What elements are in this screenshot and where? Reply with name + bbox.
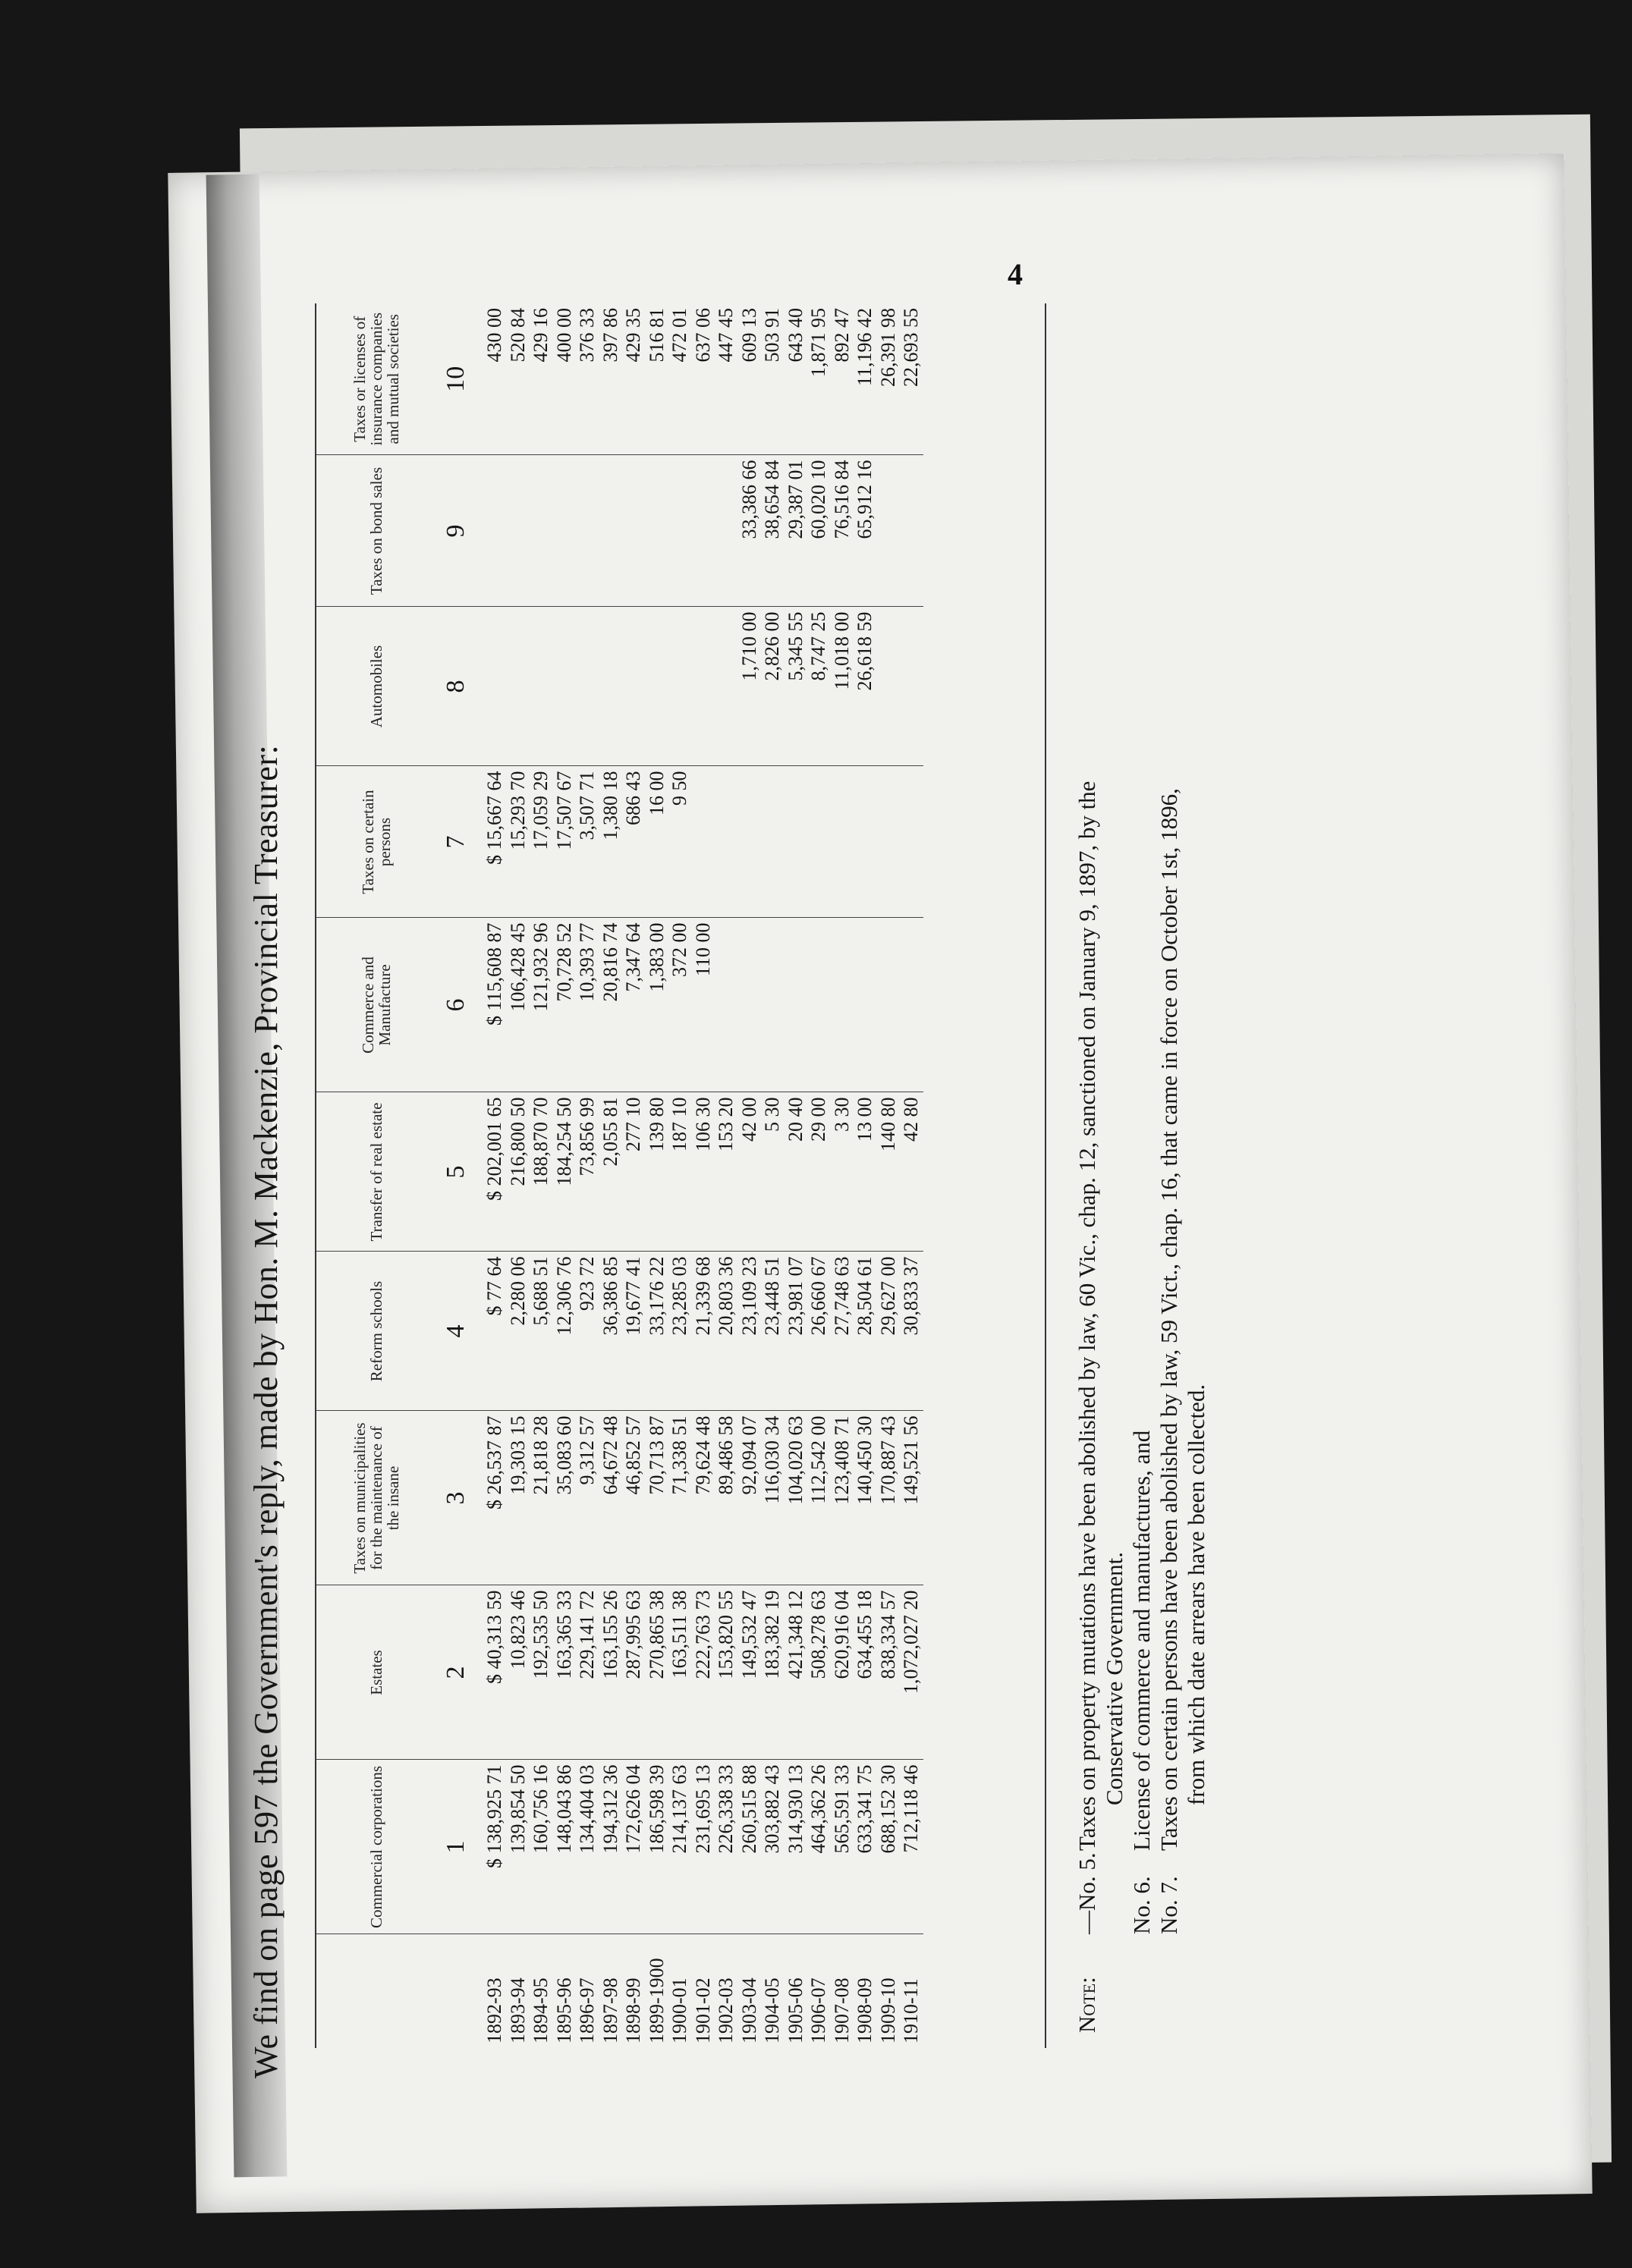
header-year [316, 1934, 436, 2048]
table-cell: 464,362 26 [807, 1764, 829, 1854]
table-cell: 106 30 [691, 1097, 714, 1151]
table-cell: 633,341 75 [854, 1764, 876, 1854]
table-cell: 17,507 67 [552, 771, 575, 850]
table-cell: 15,293 70 [506, 771, 529, 850]
table-cell: 5 30 [761, 1097, 783, 1132]
table-cell: 110 00 [691, 922, 714, 977]
table-cell: 160,756 16 [530, 1764, 552, 1854]
estates-column [476, 1585, 923, 1760]
table-cell: 153 20 [715, 1097, 737, 1151]
table-cell: 92,094 07 [737, 1415, 760, 1495]
footnote-5-continued [1101, 288, 1128, 2033]
table-cell: 149,532 47 [737, 1590, 760, 1679]
header-commercial-corporations: Commercial corporations [316, 1760, 436, 1934]
year-column [476, 1934, 923, 2048]
table-cell: 121,932 96 [530, 922, 552, 1012]
table-cell: 42 80 [900, 1097, 922, 1142]
table-cell: $ 202,001 65 [483, 1097, 505, 1201]
table-cell [483, 612, 507, 762]
header-reform-schools: Reform schools [316, 1252, 436, 1411]
table-cell [900, 460, 923, 602]
table-cell: 104,020 63 [784, 1415, 807, 1505]
table-cell: 188,870 70 [530, 1097, 552, 1186]
footnote-7-continued [1183, 288, 1210, 2033]
note-text: License of commerce and manufactures, and [1128, 1430, 1155, 1851]
commercial-corporations-column [476, 1760, 923, 1934]
table-cell [738, 923, 762, 1088]
table-cell [715, 771, 738, 913]
table-cell: $ 115,608 87 [483, 922, 505, 1026]
note-id: No. 6. [1128, 1876, 1155, 1934]
table-cell [877, 460, 901, 602]
table-cell: 13 00 [854, 1097, 876, 1142]
table-cell: 1896-97 [576, 1977, 598, 2043]
colnum-5: 5 [436, 1092, 476, 1252]
table-cell [692, 460, 715, 602]
table-cell [900, 771, 923, 913]
table-cell: 429 35 [622, 308, 644, 363]
table-cell: 33,386 66 [737, 460, 760, 539]
table-cell: 1,380 18 [599, 771, 621, 840]
table-cell [831, 923, 854, 1088]
table-cell [576, 460, 599, 602]
table-cell [854, 771, 877, 913]
table-cell: 79,624 48 [691, 1415, 714, 1495]
table-cell: 277 10 [622, 1097, 644, 1151]
table-cell: 2,826 00 [761, 611, 783, 681]
table-cell: 16 00 [645, 771, 668, 815]
table-cell: 5,345 55 [784, 611, 807, 681]
table-cell: 216,800 50 [506, 1097, 529, 1186]
table-cell: 38,654 84 [761, 460, 783, 539]
tax-table [316, 303, 923, 2048]
colnum-4: 4 [436, 1252, 476, 1411]
table-cell: 116,030 34 [761, 1415, 783, 1504]
table-cell: 11,018 00 [830, 611, 853, 690]
table-cell: 60,020 10 [807, 460, 829, 539]
table-cell: 923 72 [576, 1256, 598, 1311]
certain-persons-column [476, 766, 923, 918]
table-cell: 134,404 03 [576, 1764, 598, 1854]
note-id: —No. 5. [1074, 1852, 1100, 1934]
table-cell: 20,816 74 [599, 922, 621, 1002]
intro-sentence: We find on page 597 the Government's reply, made by Hon. M. Mackenzie, Provincial Treasurer: [247, 744, 285, 2078]
table-cell: 140,450 30 [854, 1415, 876, 1505]
table-cell: 2,280 06 [506, 1256, 529, 1326]
table-cell: 214,137 63 [668, 1764, 690, 1854]
table-cell: 1907-08 [830, 1977, 853, 2043]
table-cell [530, 460, 553, 602]
note-text: Taxes on certain persons have been abolished by law, 59 Vict., chap. 16, that came in force on October 1st, 1896, [1156, 788, 1182, 1851]
table-cell: 508,278 63 [807, 1590, 829, 1679]
colnum-2: 2 [436, 1585, 476, 1760]
table-cell: 1,383 00 [645, 922, 668, 992]
table-cell [483, 460, 507, 602]
table-cell: 303,882 43 [761, 1764, 783, 1854]
table-cell: 64,672 48 [599, 1415, 621, 1495]
table-cell [692, 771, 715, 913]
table-cell: 33,176 22 [645, 1256, 668, 1336]
table-cell [715, 923, 738, 1088]
table-cell [761, 923, 785, 1088]
table-cell: 183,382 19 [761, 1590, 783, 1679]
table-cell: 26,618 59 [854, 611, 876, 691]
table-cell: 148,043 86 [552, 1764, 575, 1854]
table-cell: 140 80 [876, 1097, 899, 1151]
colnum-3: 3 [436, 1411, 476, 1585]
table-cell: 186,598 39 [645, 1764, 668, 1854]
insurance-licenses-column [476, 303, 923, 455]
table-cell: 76,516 84 [830, 460, 853, 539]
table-cell: 376 33 [576, 308, 598, 363]
colnum-7: 7 [436, 766, 476, 918]
table-cell: 5,688 51 [530, 1256, 552, 1326]
table-cell: 9,312 57 [576, 1415, 598, 1485]
table-cell: 23,285 03 [668, 1256, 690, 1336]
table-cell [900, 923, 923, 1088]
rotated-content [247, 228, 1385, 2124]
table-cell: 1,871 95 [807, 308, 829, 377]
table-cell [831, 771, 854, 913]
table-body-row [476, 303, 923, 2048]
table-cell [622, 460, 646, 602]
table-cell: 229,141 72 [576, 1590, 598, 1679]
table-cell: 472 01 [668, 308, 690, 363]
table-cell: 12,306 76 [552, 1256, 575, 1336]
table-cell: 3 30 [830, 1097, 853, 1132]
table-cell: 163,365 33 [552, 1590, 575, 1679]
table-cell: 26,660 67 [807, 1256, 829, 1336]
table-cell: 106,428 45 [506, 922, 529, 1012]
table-cell: 35,083 60 [552, 1415, 575, 1495]
colnum-6: 6 [436, 918, 476, 1092]
table-cell: 123,408 71 [830, 1415, 853, 1505]
note-label: Note: [1074, 1977, 1100, 2033]
table-cell: 17,059 29 [530, 771, 552, 850]
table-cell [646, 460, 669, 602]
table-cell: 1898-99 [622, 1977, 644, 2043]
table-cell: 1,072,027 20 [900, 1590, 922, 1694]
table-cell [877, 923, 901, 1088]
table-cell: 42 00 [737, 1097, 760, 1142]
table-cell: 2,055 81 [599, 1097, 621, 1167]
header-certain-persons: Taxes on certain persons [316, 766, 436, 918]
table-cell: 1894-95 [530, 1977, 552, 2043]
table-cell: 19,677 41 [622, 1256, 644, 1336]
table-cell: 170,887 43 [876, 1415, 899, 1505]
table-cell: 65,912 16 [854, 460, 876, 539]
table-cell: 27,748 63 [830, 1256, 853, 1336]
table-cell: 429 16 [530, 308, 552, 363]
table-cell: 1906-07 [807, 1977, 829, 2043]
header-bond-sales: Taxes on bond sales [316, 455, 436, 607]
table-cell: 184,254 50 [552, 1097, 575, 1186]
table-cell: 372 00 [668, 922, 690, 977]
table-cell: 26,391 98 [876, 308, 899, 387]
table-cell [622, 612, 646, 762]
page-number: 4 [1008, 257, 1023, 291]
table-cell: 112,542 00 [807, 1415, 829, 1504]
table-cell [553, 612, 577, 762]
header-insurance-licenses: Taxes or licenses of insurance companies and mutual societies [316, 303, 436, 455]
table-cell: 73,856 99 [576, 1097, 598, 1176]
table-cell [507, 612, 530, 762]
table-cell: 1,710 00 [737, 611, 760, 681]
table-cell: 163,155 26 [599, 1590, 621, 1679]
table-header-row [316, 303, 436, 2048]
table-cell: 23,109 23 [737, 1256, 760, 1336]
table-cell: 192,535 50 [530, 1590, 552, 1679]
table-cell: 1905-06 [784, 1977, 807, 2043]
table-cell: 89,486 58 [715, 1415, 737, 1495]
header-transfer-real-estate: Transfer of real estate [316, 1092, 436, 1252]
reform-schools-column [476, 1252, 923, 1411]
table-cell: 139,854 50 [506, 1764, 529, 1854]
table-cell: 187 10 [668, 1097, 690, 1151]
table-cell [807, 923, 831, 1088]
table-cell: 28,504 61 [854, 1256, 876, 1336]
table-cell: 231,695 13 [691, 1764, 714, 1854]
table-cell: 637 06 [691, 308, 714, 363]
table-cell: 21,339 68 [691, 1256, 714, 1336]
table-cell [507, 460, 530, 602]
table-cell: 260,515 88 [737, 1764, 760, 1854]
table-cell: 1909-10 [876, 1977, 899, 2043]
table-cell [646, 612, 669, 762]
table-cell: 22,693 55 [900, 308, 922, 387]
table-cell [715, 612, 738, 762]
footnote-5 [1074, 288, 1101, 2033]
table-cell: 23,448 51 [761, 1256, 783, 1336]
column-number-row [436, 303, 476, 2048]
note-text: Taxes on property mutations have been abolished by law, 60 Vic., chap. 12, sanctioned on January 9, 1897, by the [1074, 781, 1100, 1851]
footnotes [1074, 288, 1210, 2033]
table-cell: 70,713 87 [645, 1415, 668, 1495]
table-cell: 421,348 12 [784, 1590, 807, 1679]
table-cell: $ 77 64 [483, 1256, 505, 1316]
table-cell: 1901-02 [691, 1977, 714, 2043]
table-cell [553, 460, 577, 602]
table-cell: 222,763 73 [691, 1590, 714, 1679]
table-cell: 20 40 [784, 1097, 807, 1142]
colnum-year [436, 1934, 476, 2048]
table-cell [738, 771, 762, 913]
table-cell: 686 43 [622, 771, 644, 825]
table-cell: 8,747 25 [807, 611, 829, 681]
table-cell: 1893-94 [506, 1977, 529, 2043]
table-cell: 503 91 [761, 308, 783, 363]
tax-table-frame [315, 303, 1046, 2048]
table-cell [877, 612, 901, 762]
table-cell: 9 50 [668, 771, 690, 806]
table-cell: 30,833 37 [900, 1256, 922, 1336]
table-cell: 1908-09 [854, 1977, 876, 2043]
table-cell: 609 13 [737, 308, 760, 363]
table-cell: $ 138,925 71 [483, 1764, 505, 1868]
table-cell: 1900-01 [668, 1977, 690, 2043]
table-cell [854, 923, 877, 1088]
table-cell: 1910-11 [900, 1978, 922, 2043]
table-cell: 153,820 55 [715, 1590, 737, 1679]
table-cell [668, 612, 692, 762]
table-cell: 1895-96 [552, 1977, 575, 2043]
table-cell: 1903-04 [737, 1977, 760, 2043]
table-cell [761, 771, 785, 913]
table-cell: 520 84 [506, 308, 529, 363]
table-cell: 447 45 [715, 308, 737, 363]
table-cell [715, 460, 738, 602]
table-cell: 226,338 33 [715, 1764, 737, 1854]
bond-sales-column [476, 455, 923, 607]
header-commerce-manufacture: Commerce and Manufacture [316, 918, 436, 1092]
colnum-10: 10 [436, 303, 476, 455]
footnote-6 [1128, 288, 1156, 2033]
table-cell [807, 771, 831, 913]
table-cell: 430 00 [483, 308, 505, 363]
table-cell: 397 86 [599, 308, 621, 363]
table-cell: 400 00 [552, 308, 575, 363]
table-cell: 29,387 01 [784, 460, 807, 539]
table-cell [576, 612, 599, 762]
colnum-1: 1 [436, 1760, 476, 1934]
header-insane-maintenance: Taxes on municipalities for the maintenance of the insane [316, 1411, 436, 1585]
table-cell: 3,507 71 [576, 771, 598, 840]
note-text: from which date arrears have been collected. [1183, 1384, 1209, 1805]
table-cell: 10,823 46 [506, 1590, 529, 1670]
table-cell: 20,803 36 [715, 1256, 737, 1336]
colnum-8: 8 [436, 607, 476, 766]
table-cell [785, 923, 808, 1088]
table-cell: $ 26,537 87 [483, 1415, 505, 1509]
insane-maintenance-column [476, 1411, 923, 1585]
table-cell: 287,995 63 [622, 1590, 644, 1679]
table-cell: 29,627 00 [876, 1256, 899, 1336]
table-cell: 1902-03 [715, 1977, 737, 2043]
table-cell: 23,981 07 [784, 1256, 807, 1336]
table-cell: 71,338 51 [668, 1415, 690, 1495]
table-cell [599, 460, 623, 602]
table-cell: $ 40,313 59 [483, 1590, 505, 1684]
table-cell: 36,386 85 [599, 1256, 621, 1336]
table-cell: 838,334 57 [876, 1590, 899, 1679]
header-automobiles: Automobiles [316, 607, 436, 766]
table-cell: 712,118 46 [900, 1764, 922, 1853]
table-cell: 1904-05 [761, 1977, 783, 2043]
table-cell [785, 771, 808, 913]
note-id: No. 7. [1156, 1876, 1182, 1934]
footnote-7 [1156, 288, 1183, 2033]
table-cell [530, 612, 553, 762]
table-cell: 634,455 18 [854, 1590, 876, 1679]
table-cell: 1897-98 [599, 1977, 621, 2043]
table-cell: 46,852 57 [622, 1415, 644, 1495]
table-cell: 19,303 15 [506, 1415, 529, 1495]
transfer-real-estate-column [476, 1092, 923, 1252]
table-cell [692, 612, 715, 762]
table-cell [668, 460, 692, 602]
table-cell: 10,393 77 [576, 922, 598, 1002]
table-cell: 70,728 52 [552, 922, 575, 1002]
automobiles-column [476, 607, 923, 766]
table-cell: 149,521 56 [900, 1415, 922, 1505]
table-cell [599, 612, 623, 762]
table-cell: 172,626 04 [622, 1764, 644, 1854]
table-cell: 620,916 04 [830, 1590, 853, 1679]
table-cell: 163,511 38 [668, 1590, 690, 1679]
table-cell [900, 612, 923, 762]
commerce-manufacture-column [476, 918, 923, 1092]
table-cell: 1899-1900 [645, 1958, 668, 2043]
header-estates: Estates [316, 1585, 436, 1760]
table-cell: 892 47 [830, 308, 853, 363]
colnum-9: 9 [436, 455, 476, 607]
table-cell: 565,591 33 [830, 1764, 853, 1854]
table-cell: 643 40 [784, 308, 807, 363]
table-cell: 516 81 [645, 308, 668, 363]
table-cell: 688,152 30 [876, 1764, 899, 1854]
table-cell: 314,930 13 [784, 1764, 807, 1854]
table-cell: 270,865 38 [645, 1590, 668, 1679]
table-cell: $ 15,667 64 [483, 771, 505, 865]
note-text: Conservative Government. [1101, 1551, 1127, 1805]
table-cell: 29 00 [807, 1097, 829, 1142]
table-cell: 21,818 28 [530, 1415, 552, 1495]
table-cell: 7,347 64 [622, 922, 644, 992]
table-cell: 194,312 36 [599, 1764, 621, 1854]
table-cell: 139 80 [645, 1097, 668, 1151]
table-cell: 1892-93 [483, 1977, 505, 2043]
table-cell: 11,196 42 [854, 308, 876, 387]
table-cell [877, 771, 901, 913]
